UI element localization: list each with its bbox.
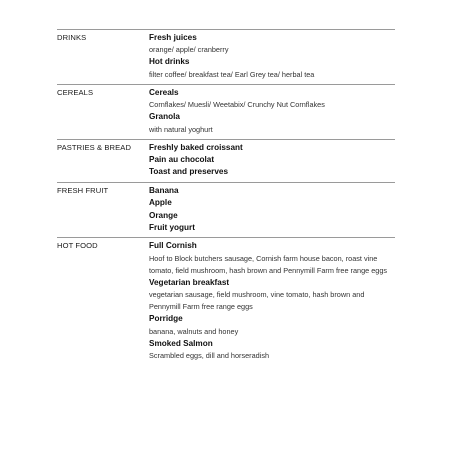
item-title: Fruit yogurt [149,223,195,233]
item-title: Smoked Salmon [149,338,213,348]
section-category: CEREALS [57,87,94,97]
section-items [149,142,395,179]
menu-section-drinks [57,29,395,84]
item-title: Cereals [149,87,179,97]
item-title: Full Cornish [149,241,197,251]
section-items [149,87,395,136]
item-title: Porridge [149,314,183,324]
menu-section-hot-food [57,237,395,365]
item-description: with natural yoghurt [149,124,213,134]
item-title: Vegetarian breakfast [149,277,230,287]
item-title: Apple [149,198,172,208]
section-items [149,32,395,81]
section-items [149,185,395,235]
item-description: banana, walnuts and honey [149,326,239,336]
item-title: Freshly baked croissant [149,142,243,152]
section-category: DRINKS [57,33,87,42]
section-category: FRESH FRUIT [57,185,109,195]
item-description: vegetarian sausage, field mushroom, vine tomato, hash brown and Pennymill Farm free range eggs [149,290,365,312]
item-title: Granola [149,112,180,122]
item-description: orange/ apple/ cranberry [149,45,229,55]
menu-section-pastries-bread [57,139,395,182]
breakfast-menu [57,29,395,365]
item-title: Toast and preserves [149,167,229,177]
item-description: Scrambled eggs, dill and horseradish [149,351,270,361]
section-category: PASTRIES & BREAD [57,142,132,152]
item-title: Hot drinks [149,57,190,67]
section-category: HOT FOOD [57,241,98,251]
item-title: Orange [149,210,178,220]
item-description: filter coffee/ breakfast tea/ Earl Grey tea/ herbal tea [149,69,315,79]
item-title: Banana [149,185,179,195]
menu-section-cereals [57,84,395,139]
section-items [149,240,395,362]
item-title: Pain au chocolat [149,155,215,165]
item-description: Hoof to Block butchers sausage, Cornish farm house bacon, roast vine tomato, field mushroom, hash brown and Pennymill Farm free range eggs [149,253,388,275]
item-title: Fresh juices [149,33,197,42]
menu-section-fresh-fruit [57,182,395,238]
item-description: Cornflakes/ Muesli/ Weetabix/ Crunchy Nut Cornflakes [149,100,325,110]
